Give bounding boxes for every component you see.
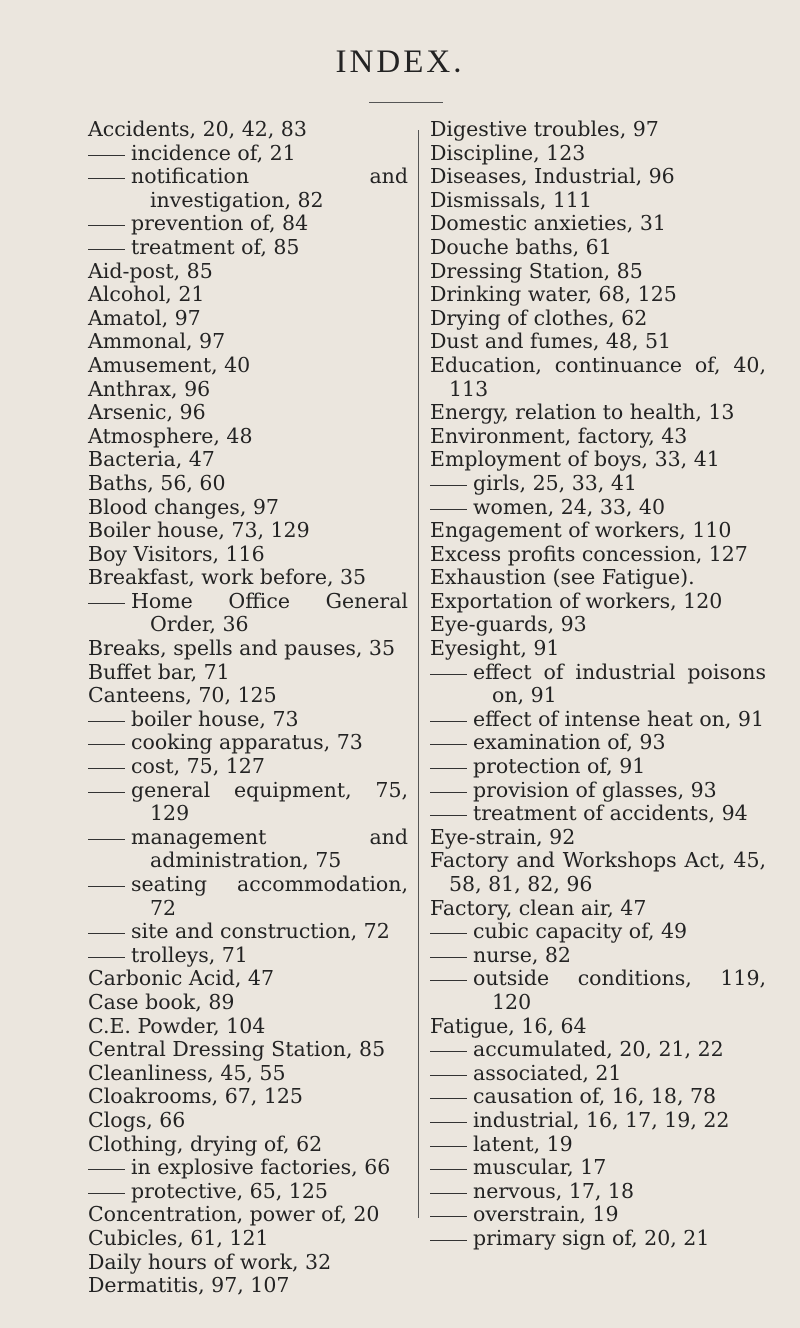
- index-entry: Boy Visitors, 116: [88, 541, 265, 566]
- index-entry: Factory and Workshops Act, 45, 58, 81, 82, 96: [430, 848, 766, 896]
- index-subentry: nurse, 82: [430, 944, 766, 968]
- index-subentry: protection of, 91: [430, 755, 766, 779]
- page-title: INDEX.: [335, 44, 465, 80]
- index-subentry: Home Office General Order, 36: [88, 590, 408, 637]
- index-entry: Environment, factory, 43: [430, 423, 688, 448]
- index-entry: Dust and fumes, 48, 51: [430, 329, 672, 354]
- column-divider: [418, 130, 419, 1218]
- index-subentry: seating accommodation, 72: [88, 873, 408, 920]
- index-entry: Atmosphere, 48: [88, 423, 253, 448]
- index-entry: Alcohol, 21: [88, 282, 205, 307]
- index-entry: Drinking water, 68, 125: [430, 282, 677, 307]
- index-subentry: girls, 25, 33, 41: [430, 472, 766, 496]
- index-entry: Engagement of workers, 110: [430, 518, 732, 543]
- index-entry: Eye-guards, 93: [430, 612, 587, 637]
- index-entry: Excess profits concession, 127: [430, 541, 748, 566]
- index-subentry: incidence of, 21: [88, 142, 408, 166]
- index-subentry: trolleys, 71: [88, 944, 408, 968]
- index-entry: Exhaustion (see Fatigue).: [430, 565, 695, 590]
- index-subentry: protective, 65, 125: [88, 1180, 408, 1204]
- index-entry: Arsenic, 96: [88, 400, 206, 425]
- index-entry: Bacteria, 47: [88, 447, 215, 472]
- index-subentry: in explosive factories, 66: [88, 1156, 408, 1180]
- title-rule: [369, 102, 443, 103]
- index-entry: Eyesight, 91: [430, 636, 560, 661]
- index-subentry: outside conditions, 119, 120: [430, 967, 766, 1014]
- index-entry: Fatigue, 16, 64: [430, 1013, 587, 1038]
- index-entry: Amatol, 97: [88, 305, 201, 330]
- index-entry: Case book, 89: [88, 989, 235, 1014]
- left-column: [88, 118, 408, 1298]
- index-entry: Eye-strain, 92: [430, 824, 576, 849]
- index-entry: Dismissals, 111: [430, 187, 593, 212]
- index-entry: Education, continuance of, 40, 113: [430, 352, 766, 401]
- index-subentry: notification and investigation, 82: [88, 165, 408, 212]
- index-entry: Diseases, Industrial, 96: [430, 164, 675, 189]
- index-subentry: prevention of, 84: [88, 212, 408, 236]
- index-subentry: effect of industrial poisons on, 91: [430, 661, 766, 708]
- index-entry: Amusement, 40: [88, 352, 251, 377]
- index-entry: Clothing, drying of, 62: [88, 1131, 323, 1156]
- index-subentry: boiler house, 73: [88, 708, 408, 732]
- index-entry: Canteens, 70, 125: [88, 683, 277, 708]
- index-subentry: effect of intense heat on, 91: [430, 708, 766, 732]
- index-entry: Drying of clothes, 62: [430, 305, 648, 330]
- index-entry: Boiler house, 73, 129: [88, 518, 310, 543]
- right-column: [430, 118, 766, 1251]
- index-entry: Digestive troubles, 97: [430, 117, 659, 141]
- index-subentry: industrial, 16, 17, 19, 22: [430, 1109, 766, 1133]
- index-subentry: cost, 75, 127: [88, 755, 408, 779]
- index-subentry: treatment of, 85: [88, 236, 408, 260]
- index-entry: Douche baths, 61: [430, 234, 612, 259]
- index-subentry: latent, 19: [430, 1133, 766, 1157]
- index-subentry: cubic capacity of, 49: [430, 920, 766, 944]
- index-subentry: women, 24, 33, 40: [430, 496, 766, 520]
- index-entry: C.E. Powder, 104: [88, 1013, 266, 1038]
- index-entry: Cloakrooms, 67, 125: [88, 1084, 303, 1109]
- index-subentry: nervous, 17, 18: [430, 1180, 766, 1204]
- index-subentry: causation of, 16, 18, 78: [430, 1085, 766, 1109]
- index-subentry: cooking apparatus, 73: [88, 731, 408, 755]
- index-entry: Breaks, spells and pauses, 35: [88, 636, 396, 661]
- index-entry: Dressing Station, 85: [430, 258, 643, 283]
- index-subentry: muscular, 17: [430, 1156, 766, 1180]
- index-subentry: associated, 21: [430, 1062, 766, 1086]
- index-entry: Dermatitis, 97, 107: [88, 1273, 290, 1298]
- index-entry: Central Dressing Station, 85: [88, 1037, 386, 1062]
- index-entry: Baths, 56, 60: [88, 470, 226, 495]
- index-subentry: examination of, 93: [430, 731, 766, 755]
- index-subentry: management and administration, 75: [88, 826, 408, 873]
- index-entry: Domestic anxieties, 31: [430, 211, 666, 236]
- index-subentry: overstrain, 19: [430, 1203, 766, 1227]
- index-subentry: primary sign of, 20, 21: [430, 1227, 766, 1251]
- index-entry: Clogs, 66: [88, 1107, 186, 1132]
- index-entry: Buffet bar, 71: [88, 659, 230, 684]
- index-entry: Exportation of workers, 120: [430, 588, 723, 613]
- index-entry: Carbonic Acid, 47: [88, 966, 275, 991]
- index-subentry: accumulated, 20, 21, 22: [430, 1038, 766, 1062]
- index-entry: Aid-post, 85: [88, 258, 213, 283]
- index-entry: Anthrax, 96: [88, 376, 211, 401]
- index-entry: Blood changes, 97: [88, 494, 279, 519]
- index-entry: Ammonal, 97: [88, 329, 226, 354]
- index-entry: Employment of boys, 33, 41: [430, 447, 720, 472]
- index-entry: Concentration, power of, 20: [88, 1202, 380, 1227]
- index-entry: Breakfast, work before, 35: [88, 565, 367, 590]
- index-subentry: site and construction, 72: [88, 920, 408, 944]
- index-entry: Factory, clean air, 47: [430, 895, 647, 920]
- index-entry: Daily hours of work, 32: [88, 1249, 332, 1274]
- index-entry: Accidents, 20, 42, 83: [88, 117, 307, 141]
- index-entry: Cubicles, 61, 121: [88, 1225, 269, 1250]
- index-entry: Discipline, 123: [430, 140, 586, 165]
- index-subentry: general equipment, 75, 129: [88, 779, 408, 826]
- index-subentry: treatment of accidents, 94: [430, 802, 766, 826]
- index-subentry: provision of glasses, 93: [430, 779, 766, 803]
- index-entry: Cleanliness, 45, 55: [88, 1060, 286, 1085]
- index-entry: Energy, relation to health, 13: [430, 400, 735, 425]
